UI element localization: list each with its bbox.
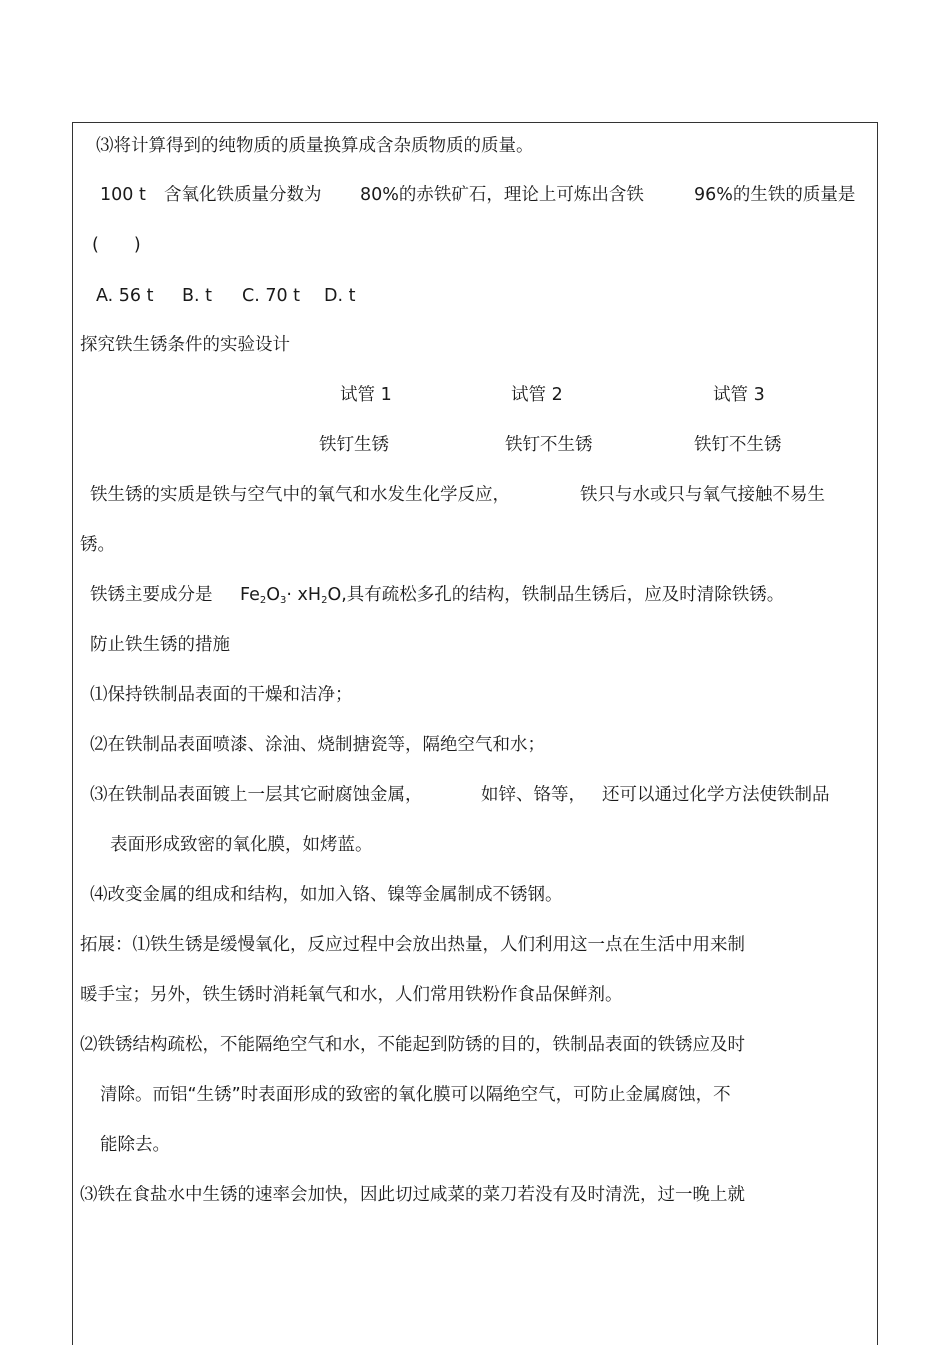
prevention-3-a: ⑶在铁制品表面镀上一层其它耐腐蚀金属，: [90, 785, 423, 805]
tube-2-label: 试管 2: [511, 385, 563, 405]
extension-1: 拓展：⑴铁生锈是缓慢氧化，反应过程中会放出热量，人们利用这一点在生活中用来制: [80, 935, 745, 955]
option-a: A. 56 t: [96, 286, 154, 306]
tube-1-result: 铁钉生锈: [319, 435, 389, 455]
question-text-3: 96%的生铁的质量是: [694, 185, 856, 205]
option-d: D. t: [324, 286, 356, 306]
step-3-text: ⑶将计算得到的纯物质的质量换算成含杂质物质的质量。: [96, 136, 534, 156]
prevention-title: 防止铁生锈的措施: [90, 635, 230, 655]
tube-2-result: 铁钉不生锈: [505, 435, 593, 455]
extension-5: 能除去。: [100, 1135, 170, 1155]
tube-3-result: 铁钉不生锈: [694, 435, 782, 455]
extension-6: ⑶铁在食盐水中生锈的速率会加快，因此切过咸菜的菜刀若没有及时清洗，过一晚上就: [80, 1185, 745, 1205]
rust-composition-label: 铁锈主要成分是: [90, 585, 213, 605]
prevention-2: ⑵在铁制品表面喷漆、涂油、烧制搪瓷等，隔绝空气和水；: [90, 735, 545, 755]
rust-composition-formula: $Fe_2O_3\cdot xH_2O$,具有疏松多孔的结构，铁制品生锈后，应及时清除铁锈。: [240, 585, 785, 606]
prevention-3-d: 表面形成致密的氧化膜，如烤蓝。: [110, 835, 373, 855]
option-b: B. t: [182, 286, 212, 306]
extension-3: ⑵铁锈结构疏松，不能隔绝空气和水，不能起到防锈的目的，铁制品表面的铁锈应及时: [80, 1035, 745, 1055]
prevention-1: ⑴保持铁制品表面的干燥和洁净；: [90, 685, 353, 705]
question-text-1: 含氧化铁质量分数为: [164, 185, 322, 205]
option-c: C. 70 t: [242, 286, 301, 306]
prevention-4: ⑷改变金属的组成和结构，如加入铬、镍等金属制成不锈钢。: [90, 885, 563, 905]
extension-4: 清除。而铝“生锈”时表面形成的致密的氧化膜可以隔绝空气，可防止金属腐蚀，不: [100, 1085, 731, 1105]
answer-paren: ( ): [92, 235, 141, 255]
experiment-title: 探究铁生锈条件的实验设计: [80, 335, 290, 355]
prevention-3-c: 还可以通过化学方法使铁制品: [602, 785, 830, 805]
question-text-2: 80%的赤铁矿石，理论上可炼出含铁: [360, 185, 644, 205]
prevention-3-b: 如锌、铬等，: [481, 785, 586, 805]
tube-1-label: 试管 1: [340, 385, 392, 405]
tube-3-label: 试管 3: [713, 385, 765, 405]
extension-2: 暖手宝；另外，铁生锈时消耗氧气和水，人们常用铁粉作食品保鲜剂。: [80, 985, 623, 1005]
essence-text-1: 铁生锈的实质是铁与空气中的氧气和水发生化学反应，: [90, 485, 510, 505]
essence-text-2: 铁只与水或只与氧气接触不易生: [580, 485, 825, 505]
question-mass: 100 t: [100, 185, 146, 205]
essence-text-3: 锈。: [80, 535, 115, 555]
